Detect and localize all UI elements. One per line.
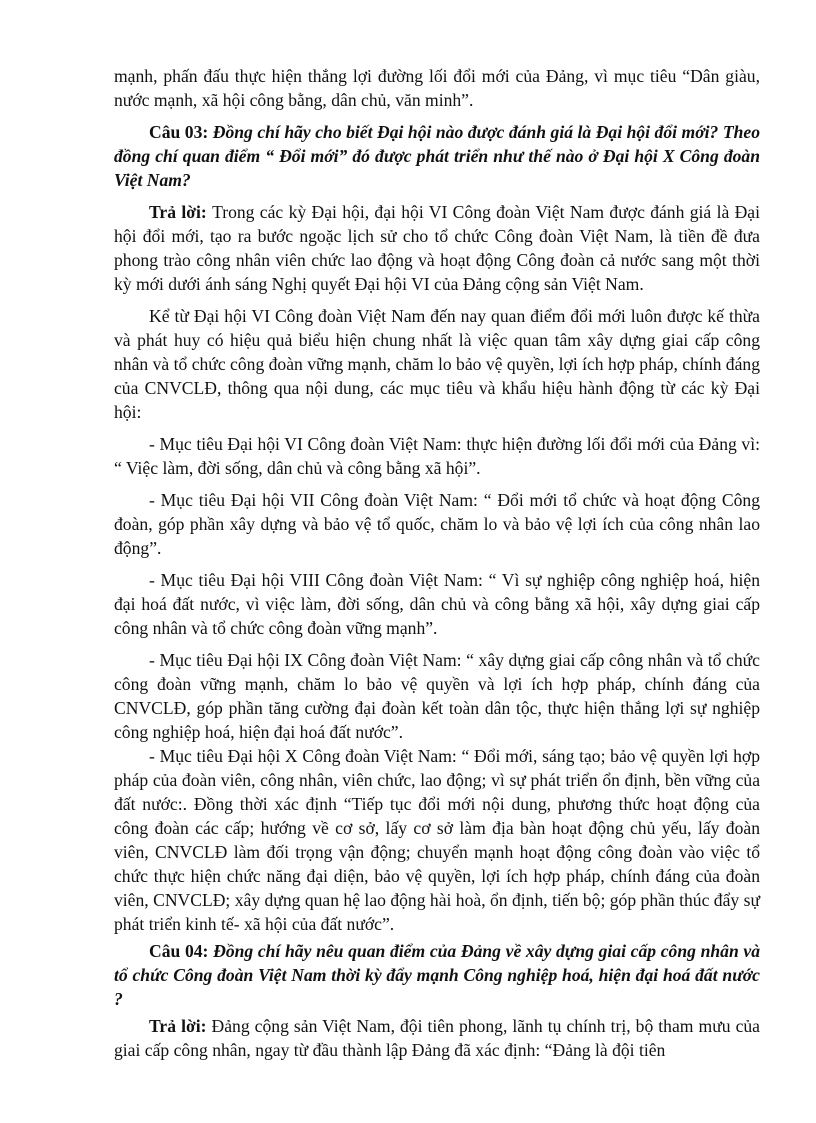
question-03 [114, 120, 760, 192]
document-body [114, 64, 760, 1062]
answer-04-paragraph [114, 1014, 760, 1062]
question-03-text: Đồng chí hãy cho biết Đại hội nào được đánh giá là Đại hội đổi mới? Theo đồng chí quan điểm “ Đổi mới” đó được phát triển như thế nào ở Đại hội X Công đoàn Việt Nam? [114, 122, 760, 190]
goal-congress-x: - Mục tiêu Đại hội X Công đoàn Việt Nam: “ Đổi mới, sáng tạo; bảo vệ quyền lợi hợp pháp của đoàn viên, công nhân, viên chức, lao động; vì sự phát triển ổn định, bền vững của đất nước:. Đồng thời xác định “Tiếp tục đổi mới nội dung, phương thức hoạt động của công đoàn các cấp; hướng về cơ sở, lấy cơ sở làm địa bàn hoạt động chủ yếu, lấy đoàn viên, CNVCLĐ làm đối trọng vận động; chuyển mạnh hoạt động công đoàn vào việc tổ chức thực hiện chức năng đại diện, bảo vệ quyền, lợi ích hợp pháp, chính đáng của đoàn viên, CNVCLĐ; xây dựng quan hệ lao động hài hoà, ổn định, tiến bộ; góp phần thúc đẩy sự phát triển kinh tế- xã hội của đất nước”. [114, 746, 760, 934]
question-04 [114, 939, 760, 1011]
answer-04-text: Đảng cộng sản Việt Nam, đội tiên phong, lãnh tụ chính trị, bộ tham mưu của giai cấp công nhân, ngay từ đầu thành lập Đảng đã xác định: “Đảng là đội tiên [114, 1016, 760, 1060]
intro-continuation-paragraph: mạnh, phấn đấu thực hiện thắng lợi đường lối đổi mới của Đảng, vì mục tiêu “Dân giàu, nước mạnh, xã hội công bằng, dân chủ, văn minh”. [114, 66, 760, 110]
answer-03-text: Trong các kỳ Đại hội, đại hội VI Công đoàn Việt Nam được đánh giá là Đại hội đổi mới, tạo ra bước ngoặc lịch sử cho tổ chức Công đoàn Việt Nam, là tiền đề đưa phong trào công nhân viên chức lao động và hoạt động Công đoàn cả nước sang một thời kỳ mới dưới ánh sáng Nghị quyết Đại hội VI của Đảng cộng sản Việt Nam. [114, 202, 760, 294]
goal-congress-viii: - Mục tiêu Đại hội VIII Công đoàn Việt Nam: “ Vì sự nghiệp công nghiệp hoá, hiện đại hoá đất nước, vì việc làm, đời sống, dân chủ và công bằng xã hội, xây dựng giai cấp công nhân và tổ chức công đoàn vững mạnh”. [114, 570, 760, 638]
answer-03-separator: : [200, 202, 213, 222]
question-04-text: Đồng chí hãy nêu quan điểm của Đảng về xây dựng giai cấp công nhân và tổ chức Công đoàn Việt Nam thời kỳ đẩy mạnh Công nghiệp hoá, hiện đại hoá đất nước ? [114, 941, 761, 1009]
answer-03-paragraph-2: Kể từ Đại hội VI Công đoàn Việt Nam đến nay quan điểm đổi mới luôn được kế thừa và phát huy có hiệu quả biểu hiện chung nhất là việc quan tâm xây dựng giai cấp công nhân và tổ chức công đoàn vững mạnh, chăm lo bảo vệ quyền, lợi ích hợp pháp, chính đáng của CNVCLĐ, thông qua nội dung, các mục tiêu và khẩu hiệu hành động từ các kỳ Đại hội: [114, 306, 760, 422]
question-04-label: Câu 04: [149, 941, 209, 961]
question-03-separator: : [202, 122, 213, 142]
goal-congress-ix: - Mục tiêu Đại hội IX Công đoàn Việt Nam: “ xây dựng giai cấp công nhân và tổ chức công đoàn vững mạnh, chăm lo bảo vệ quyền và lợi ích hợp pháp, chính đáng của CNVCLĐ, góp phần tăng cường đại đoàn kết toàn dân tộc, thực hiện thắng lợi sự nghiệp công nghiệp hoá, hiện đại hoá đất nước”. [114, 650, 760, 742]
goal-congress-vii: - Mục tiêu Đại hội VII Công đoàn Việt Nam: “ Đổi mới tổ chức và hoạt động Công đoàn, góp phần xây dựng và bảo vệ tổ quốc, chăm lo và bảo vệ lợi ích của công nhân lao động”. [114, 490, 760, 558]
question-03-label: Câu 03 [149, 122, 203, 142]
answer-03-label: Trả lời [149, 202, 201, 222]
goal-congress-vi: - Mục tiêu Đại hội VI Công đoàn Việt Nam: thực hiện đường lối đổi mới của Đảng vì: “ Việc làm, đời sống, dân chủ và công bằng xã hội”. [114, 434, 760, 478]
answer-04-label: Trả lời: [149, 1016, 207, 1036]
answer-03-paragraph-1 [114, 200, 760, 296]
